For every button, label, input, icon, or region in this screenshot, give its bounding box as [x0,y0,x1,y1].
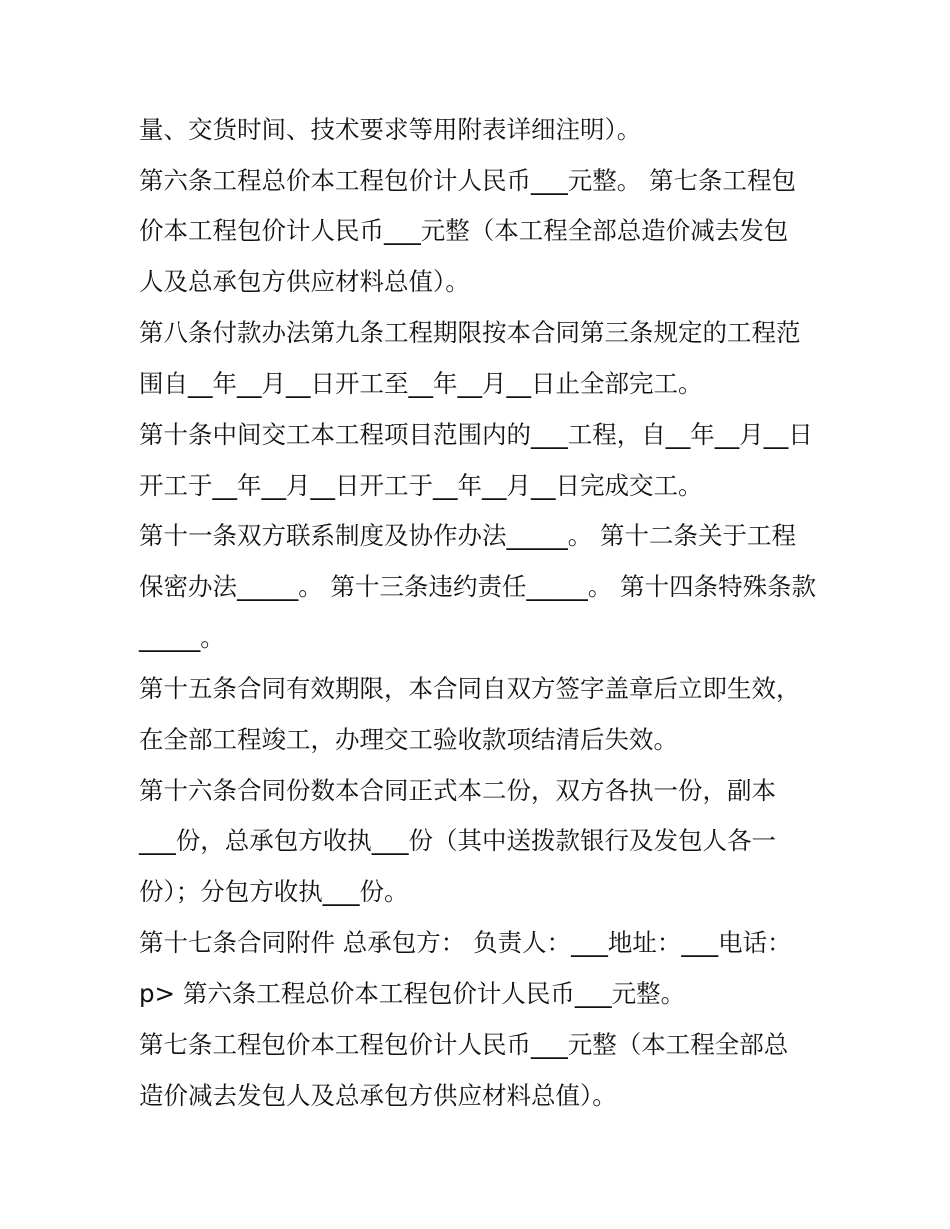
text-line: 第十条中间交工本工程项目范围内的___工程，自__年__月__日 [139,420,813,449]
text-line: p> 第六条工程总价本工程包价计人民币___元整。 [139,979,686,1008]
text-line: 保密办法_____。 第十三条违约责任_____。 第十四条特殊条款 [139,572,817,601]
text-line: 第六条工程总价本工程包价计人民币___元整。 第七条工程包 [139,166,797,195]
text-line: 第十五条合同有效期限，本合同自双方签字盖章后立即生效， [139,674,801,703]
text-line: 价本工程包价计人民币___元整（本工程全部总造价减去发包 [139,216,789,245]
text-line: ___份，总承包方收执___份（其中送拨款银行及发包人各一 [139,826,776,855]
text-line: 第七条工程包价本工程包价计人民币___元整（本工程全部总 [139,1030,789,1059]
text-line: 第八条付款办法第九条工程期限按本合同第三条规定的工程范 [139,318,801,347]
text-line: 在全部工程竣工，办理交工验收款项结清后失效。 [139,725,678,754]
text-line: 开工于__年__月__日开工于__年__月__日完成交工。 [139,471,703,500]
text-line: 第十一条双方联系制度及协作办法_____。 第十二条关于工程 [139,521,797,550]
text-line: 围自__年__月__日开工至__年__月__日止全部完工。 [139,369,703,398]
text-line: 第十六条合同份数本合同正式本二份，双方各执一份，副本 [139,776,776,805]
text-line: 份）；分包方收执___份。 [139,877,409,906]
text-line: 人及总承包方供应材料总值）。 [139,267,470,296]
text-line: 第十七条合同附件 总承包方： 负责人：___地址：___电话： [139,928,792,957]
text-line: _____。 [139,623,225,652]
text-line: 造价减去发包人及总承包方供应材料总值）。 [139,1081,617,1110]
text-line: 量、交货时间、技术要求等用附表详细注明）。 [139,115,642,144]
